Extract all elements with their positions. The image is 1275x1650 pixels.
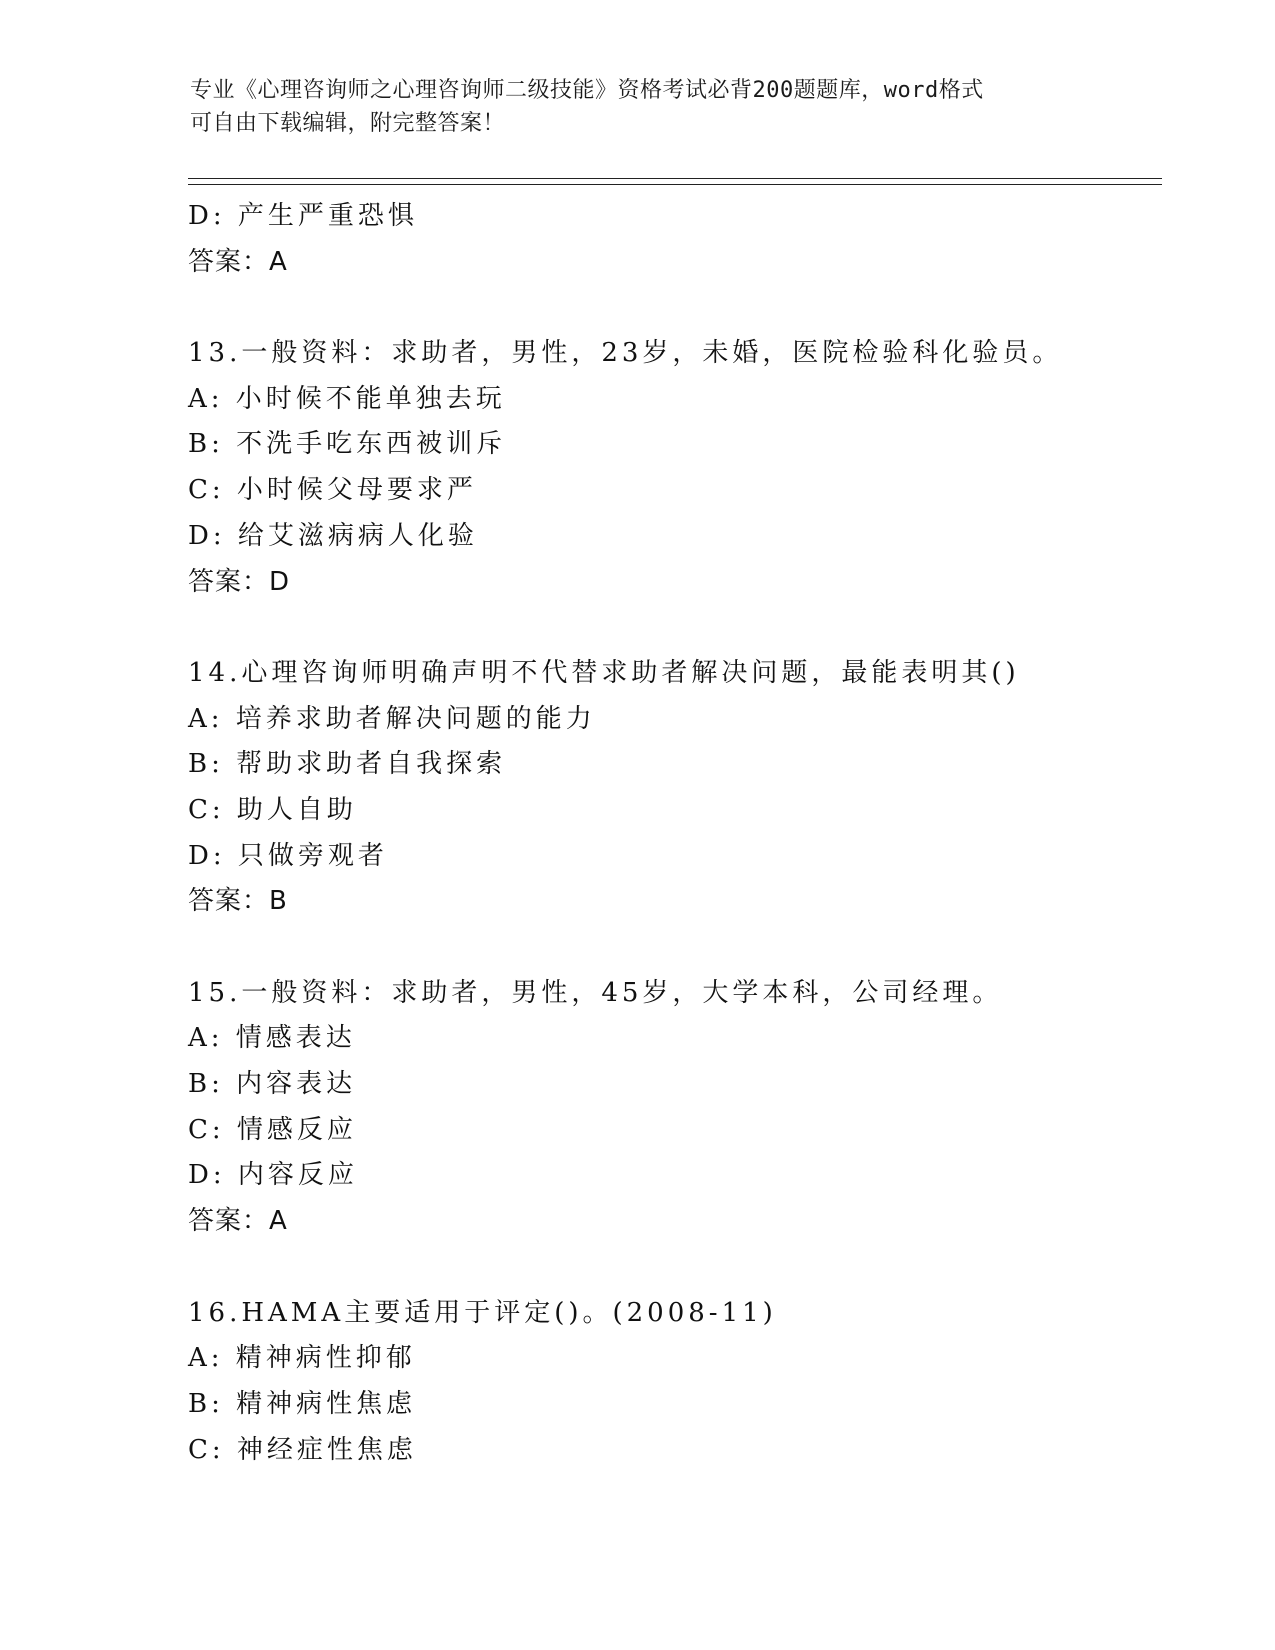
option-a: A: 情感表达	[188, 1023, 356, 1054]
option-c: C: 情感反应	[188, 1114, 357, 1145]
header-line-1: 专业《心理咨询师之心理咨询师二级技能》资格考试必背200题题库，word格式	[190, 78, 984, 103]
answer-line: 答案：A	[188, 1206, 288, 1237]
option-d: D: 内容反应	[188, 1160, 358, 1191]
option-c: C: 小时候父母要求严	[188, 475, 477, 506]
header-line-2: 可自由下载编辑，附完整答案！	[190, 111, 506, 136]
option-d: D: 只做旁观者	[188, 840, 388, 871]
question-15	[188, 971, 1148, 1245]
question-stem: 14.心理咨询师明确声明不代替求助者解决问题，最能表明其()	[188, 657, 1020, 688]
question-16	[188, 1291, 1148, 1474]
spacer	[188, 605, 1148, 651]
option-b: B: 帮助求助者自我探索	[188, 749, 507, 780]
spacer	[188, 285, 1148, 331]
header-divider-top	[188, 178, 1162, 179]
question-list	[188, 194, 1148, 1473]
header-divider-bottom	[188, 184, 1162, 185]
option-c: C: 神经症性焦虑	[188, 1434, 417, 1465]
answer-line: 答案：B	[188, 886, 288, 917]
option-d: D: 产生严重恐惧	[188, 201, 418, 231]
option-c: C: 助人自助	[188, 794, 357, 825]
question-stem: 15.一般资料：求助者，男性，45岁，大学本科，公司经理。	[188, 977, 1003, 1008]
option-a: A: 精神病性抑郁	[188, 1343, 416, 1374]
option-a: A: 小时候不能单独去玩	[188, 383, 506, 414]
spacer	[188, 1245, 1148, 1291]
question-13	[188, 331, 1148, 605]
document-header	[190, 74, 1090, 140]
question-stem: 16.HAMA主要适用于评定()。(2008-11)	[188, 1297, 777, 1328]
option-b: B: 内容表达	[188, 1069, 357, 1100]
option-d: D: 给艾滋病病人化验	[188, 520, 478, 551]
question-14	[188, 651, 1148, 925]
question-stem: 13.一般资料：求助者，男性，23岁，未婚，医院检验科化验员。	[188, 338, 1063, 369]
spacer	[188, 925, 1148, 971]
option-a: A: 培养求助者解决问题的能力	[188, 703, 596, 734]
option-b: B: 不洗手吃东西被训斥	[188, 429, 507, 460]
option-b: B: 精神病性焦虑	[188, 1388, 417, 1419]
answer-line: 答案：A	[188, 246, 288, 277]
answer-line: 答案：D	[188, 566, 291, 597]
